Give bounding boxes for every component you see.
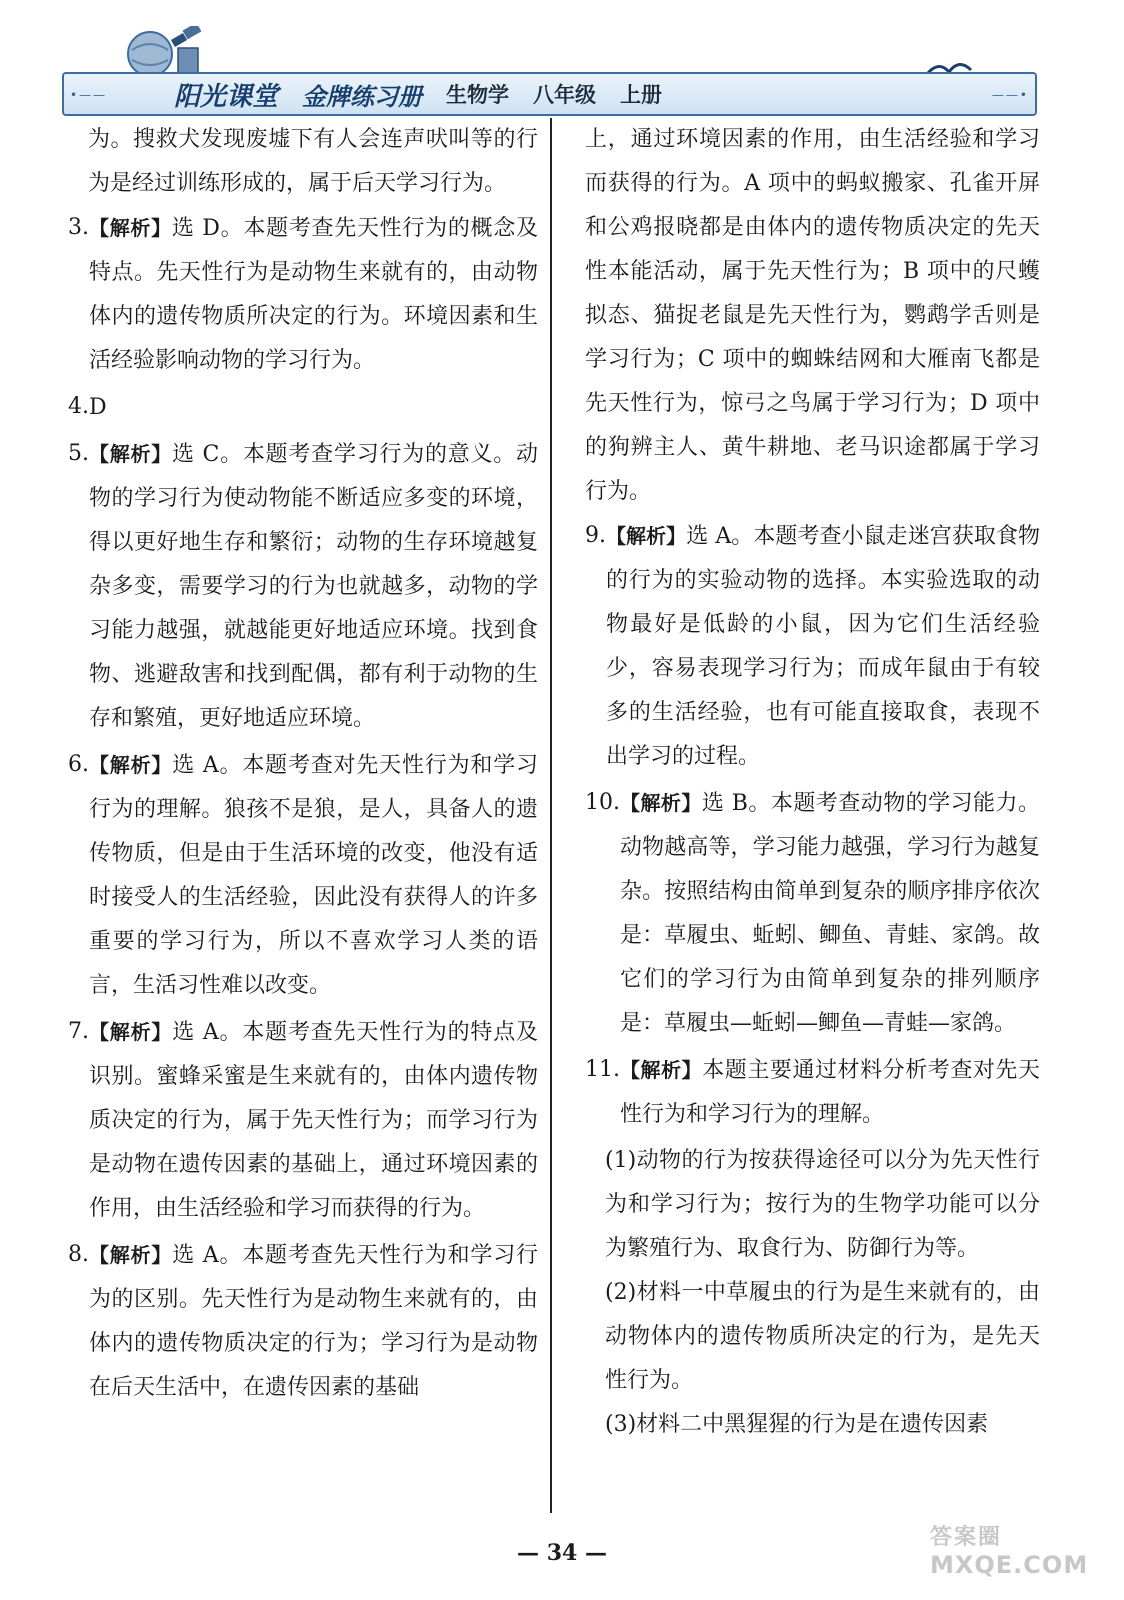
answer-number: 4. bbox=[68, 394, 89, 419]
page-header bbox=[62, 22, 1040, 112]
subject-label: 生物学 bbox=[446, 83, 510, 107]
answer-item-10 bbox=[585, 781, 1040, 1046]
analysis-tag: 【解析】 bbox=[89, 753, 173, 777]
answer-number: 7. bbox=[68, 1019, 89, 1044]
answer-body bbox=[89, 206, 538, 383]
answer-item-7 bbox=[68, 1010, 538, 1231]
left-column bbox=[68, 118, 538, 1412]
answer-text: 选 C。本题考查学习行为的意义。动物的学习行为使动物能不断适应多变的环境，得以更好地生存和繁衍；动物的生存环境越复杂多变，需要学习的行为也就越多，动物的学习能力越强，就越能更好地适应环境。找到食物、逃避敌害和找到配偶，都有利于动物的生存和繁殖，更好地适应环境。 bbox=[89, 442, 539, 731]
analysis-tag: 【解析】 bbox=[89, 1020, 173, 1044]
analysis-tag: 【解析】 bbox=[89, 1243, 173, 1267]
answer-text: 选 B。本题考查动物的学习能力。动物越高等，学习能力越强，学习行为越复杂。按照结构由简单到复杂的顺序排序依次是：草履虫、蚯蚓、鲫鱼、青蛙、家鸽。故它们的学习行为由简单到复杂的排列顺序是：草履虫—蚯蚓—鲫鱼—青蛙—家鸽。 bbox=[620, 791, 1040, 1036]
answer-text: 选 A。本题考查先天性行为和学习行为的区别。先天性行为是动物生来就有的，由体内的遗传物质决定的行为；学习行为是动物在后天生活中，在遗传因素的基础 bbox=[89, 1243, 539, 1400]
analysis-tag: 【解析】 bbox=[89, 442, 173, 466]
volume-label: 上册 bbox=[620, 83, 663, 107]
answer-item-4 bbox=[68, 385, 538, 430]
answer-number: 5. bbox=[68, 441, 89, 466]
analysis-tag: 【解析】 bbox=[89, 216, 172, 240]
answer-text: D bbox=[89, 395, 107, 420]
analysis-tag: 【解析】 bbox=[620, 791, 702, 815]
answer-item-3 bbox=[68, 206, 538, 383]
decorative-dots-left: •—— bbox=[70, 88, 108, 102]
site-watermark bbox=[930, 1520, 1120, 1590]
answer-number: 10. bbox=[585, 790, 620, 815]
answer-item-5 bbox=[68, 432, 538, 741]
answer-number: 6. bbox=[68, 752, 89, 777]
answer-text: 选 A。本题考查小鼠走迷宫获取食物的行为的实验动物的选择。本实验选取的动物最好是低龄的小鼠，因为它们生活经验少，容易表现学习行为；而成年鼠由于有较多的生活经验，也有可能直接取食，表现不出学习的过程。 bbox=[606, 524, 1041, 769]
answer-body bbox=[89, 743, 538, 1008]
answer-item-8 bbox=[68, 1233, 538, 1410]
answer-number: 3. bbox=[68, 215, 89, 240]
column-divider bbox=[550, 118, 552, 1513]
continuation-text: 为。搜救犬发现废墟下有人会连声吠叫等的行为是经过训练形成的，属于后天学习行为。 bbox=[88, 127, 538, 196]
page-number: — 34 — bbox=[517, 1540, 607, 1566]
decorative-dots-right: ——• bbox=[991, 88, 1029, 102]
analysis-tag: 【解析】 bbox=[606, 524, 687, 548]
answer-text: 选 A。本题考查先天性行为的特点及识别。蜜蜂采蜜是生来就有的，由体内遗传物质决定的行为，属于先天性行为；而学习行为是动物在遗传因素的基础上，通过环境因素的作用，由生活经验和学习而获得的行为。 bbox=[89, 1020, 539, 1221]
analysis-tag: 【解析】 bbox=[620, 1058, 703, 1082]
answer-text: 选 A。本题考查对先天性行为和学习行为的理解。狼孩不是狼，是人，具备人的遗传物质，但是由于生活环境的改变，他没有适时接受人的生活经验，因此没有获得人的许多重要的学习行为，所以不喜欢学习人类的语言，生活习性难以改变。 bbox=[89, 753, 539, 998]
answer-item-9 bbox=[585, 514, 1040, 779]
grade-label: 八年级 bbox=[533, 83, 597, 107]
sub-answer-1: (1)动物的行为按获得途径可以分为先天性行为和学习行为；按行为的生物学功能可以分为繁殖行为、取食行为、防御行为等。 bbox=[605, 1148, 1040, 1261]
answer-number: 9. bbox=[585, 523, 606, 548]
answer-text: 本题主要通过材料分析考查对先天性行为和学习行为的理解。 bbox=[620, 1058, 1040, 1127]
answer-body bbox=[620, 781, 1040, 1046]
answer-number: 8. bbox=[68, 1242, 89, 1267]
sub-answers bbox=[585, 1139, 1040, 1447]
answer-text: 选 D。本题考查先天性行为的概念及特点。先天性行为是动物生来就有的，由动物体内的遗传物质所决定的行为。环境因素和生活经验影响动物的学习行为。 bbox=[89, 216, 538, 373]
sub-answer-3: (3)材料二中黑猩猩的行为是在遗传因素 bbox=[605, 1412, 989, 1437]
answer-item-6 bbox=[68, 743, 538, 1008]
answer-number: 11. bbox=[585, 1057, 620, 1082]
watermark-url-text: MXQE.COM bbox=[930, 1551, 1089, 1579]
right-column bbox=[585, 118, 1040, 1447]
answer-body bbox=[89, 432, 538, 741]
series-name: 金牌练习册 bbox=[302, 82, 423, 111]
answer-body bbox=[606, 514, 1040, 779]
continuation-text: 上，通过环境因素的作用，由生活经验和学习而获得的行为。A 项中的蚂蚁搬家、孔雀开屏和公鸡报晓都是由体内的遗传物质决定的先天性本能活动，属于先天性行为；B 项中的尺蠖拟态、猫捉老鼠是先天性行为，鹦鹉学舌则是学习行为；C 项中的蜘蛛结网和大雁南飞都是先天性行为，惊弓之鸟属于学习行为；D 项中的狗辨主人、黄牛耕地、老马识途都属于学习行为。 bbox=[585, 127, 1040, 504]
answer-item-11 bbox=[585, 1048, 1040, 1137]
brand-name: 阳光课堂 bbox=[174, 81, 279, 112]
answer-body bbox=[620, 1048, 1040, 1137]
answer-body bbox=[89, 385, 538, 430]
sub-answer-2: (2)材料一中草履虫的行为是生来就有的，由动物体内的遗传物质所决定的行为，是先天性行为。 bbox=[605, 1280, 1040, 1393]
answer-body bbox=[89, 1233, 538, 1410]
answer-body bbox=[89, 1010, 538, 1231]
header-title-row bbox=[174, 72, 662, 116]
watermark-top-text: 答案圈 bbox=[930, 1525, 1003, 1550]
